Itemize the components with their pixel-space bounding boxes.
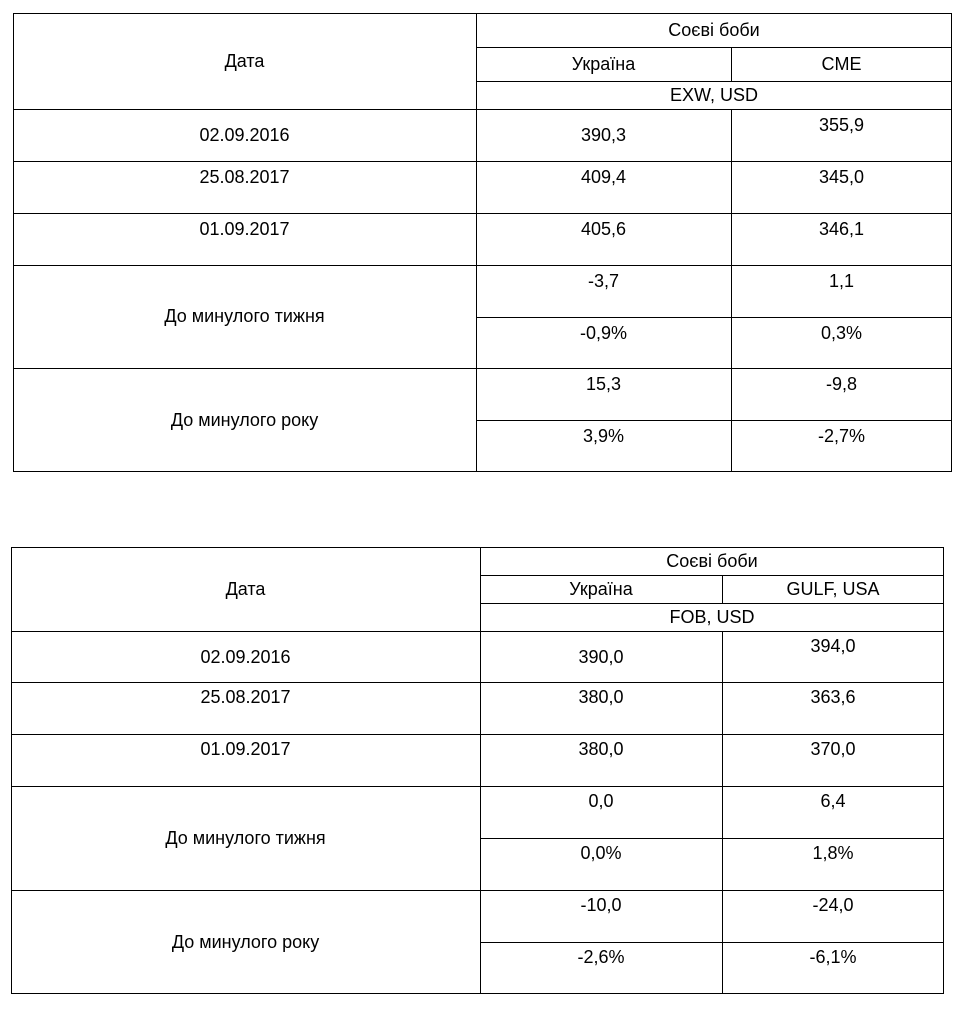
week-abs-ukraine: -3,7 xyxy=(587,270,620,291)
year-pct-ukraine: 3,9% xyxy=(582,425,625,446)
week-pct-ukraine: -0,9% xyxy=(579,322,628,343)
row-value-ukraine: 390,0 xyxy=(578,646,624,667)
week-abs-gulf: 6,4 xyxy=(820,790,846,811)
week-change-label: До минулого тижня xyxy=(164,306,325,326)
week-pct-cme: 0,3% xyxy=(820,322,863,343)
year-change-label: До минулого року xyxy=(170,409,319,430)
date-header: Дата xyxy=(224,50,265,71)
row-date: 01.09.2017 xyxy=(200,738,291,759)
basis-header: FOB, USD xyxy=(669,606,755,627)
year-pct-ukraine: -2,6% xyxy=(577,946,625,967)
column-header-ukraine: Україна xyxy=(571,53,636,74)
row-value-cme: 355,9 xyxy=(818,114,865,135)
week-abs-ukraine: 0,0 xyxy=(588,790,614,811)
row-date: 25.08.2017 xyxy=(199,166,290,187)
row-value-ukraine: 380,0 xyxy=(578,686,624,707)
date-header: Дата xyxy=(225,578,266,599)
row-date: 25.08.2017 xyxy=(200,686,291,707)
week-pct-gulf: 1,8% xyxy=(812,842,854,863)
year-abs-gulf: -24,0 xyxy=(812,894,854,915)
column-header-cme: CME xyxy=(821,53,862,74)
row-value-ukraine: 390,3 xyxy=(580,124,627,145)
column-header-ukraine: Україна xyxy=(569,578,633,599)
row-value-ukraine: 409,4 xyxy=(580,166,627,187)
row-value-gulf: 394,0 xyxy=(810,635,856,656)
year-pct-gulf: -6,1% xyxy=(809,946,857,967)
row-value-ukraine: 380,0 xyxy=(578,738,624,759)
year-pct-cme: -2,7% xyxy=(817,425,866,446)
row-date: 02.09.2016 xyxy=(200,646,291,667)
product-header: Соєві боби xyxy=(666,550,758,571)
week-change-label: До минулого тижня xyxy=(165,827,326,848)
row-date: 01.09.2017 xyxy=(199,218,290,239)
row-value-cme: 346,1 xyxy=(818,218,865,239)
year-abs-ukraine: 15,3 xyxy=(585,373,622,394)
week-abs-cme: 1,1 xyxy=(828,270,855,291)
row-value-gulf: 363,6 xyxy=(810,686,856,707)
basis-header: EXW, USD xyxy=(669,84,758,105)
week-pct-ukraine: 0,0% xyxy=(580,842,622,863)
year-change-label: До минулого року xyxy=(171,931,320,952)
row-value-cme: 345,0 xyxy=(818,166,865,187)
row-value-ukraine: 405,6 xyxy=(580,218,627,239)
column-header-gulf: GULF, USA xyxy=(786,578,880,599)
year-abs-cme: -9,8 xyxy=(825,373,858,394)
year-abs-ukraine: -10,0 xyxy=(580,894,622,915)
row-value-gulf: 370,0 xyxy=(810,738,856,759)
product-header: Соєві боби xyxy=(668,19,760,40)
row-date: 02.09.2016 xyxy=(199,124,290,145)
